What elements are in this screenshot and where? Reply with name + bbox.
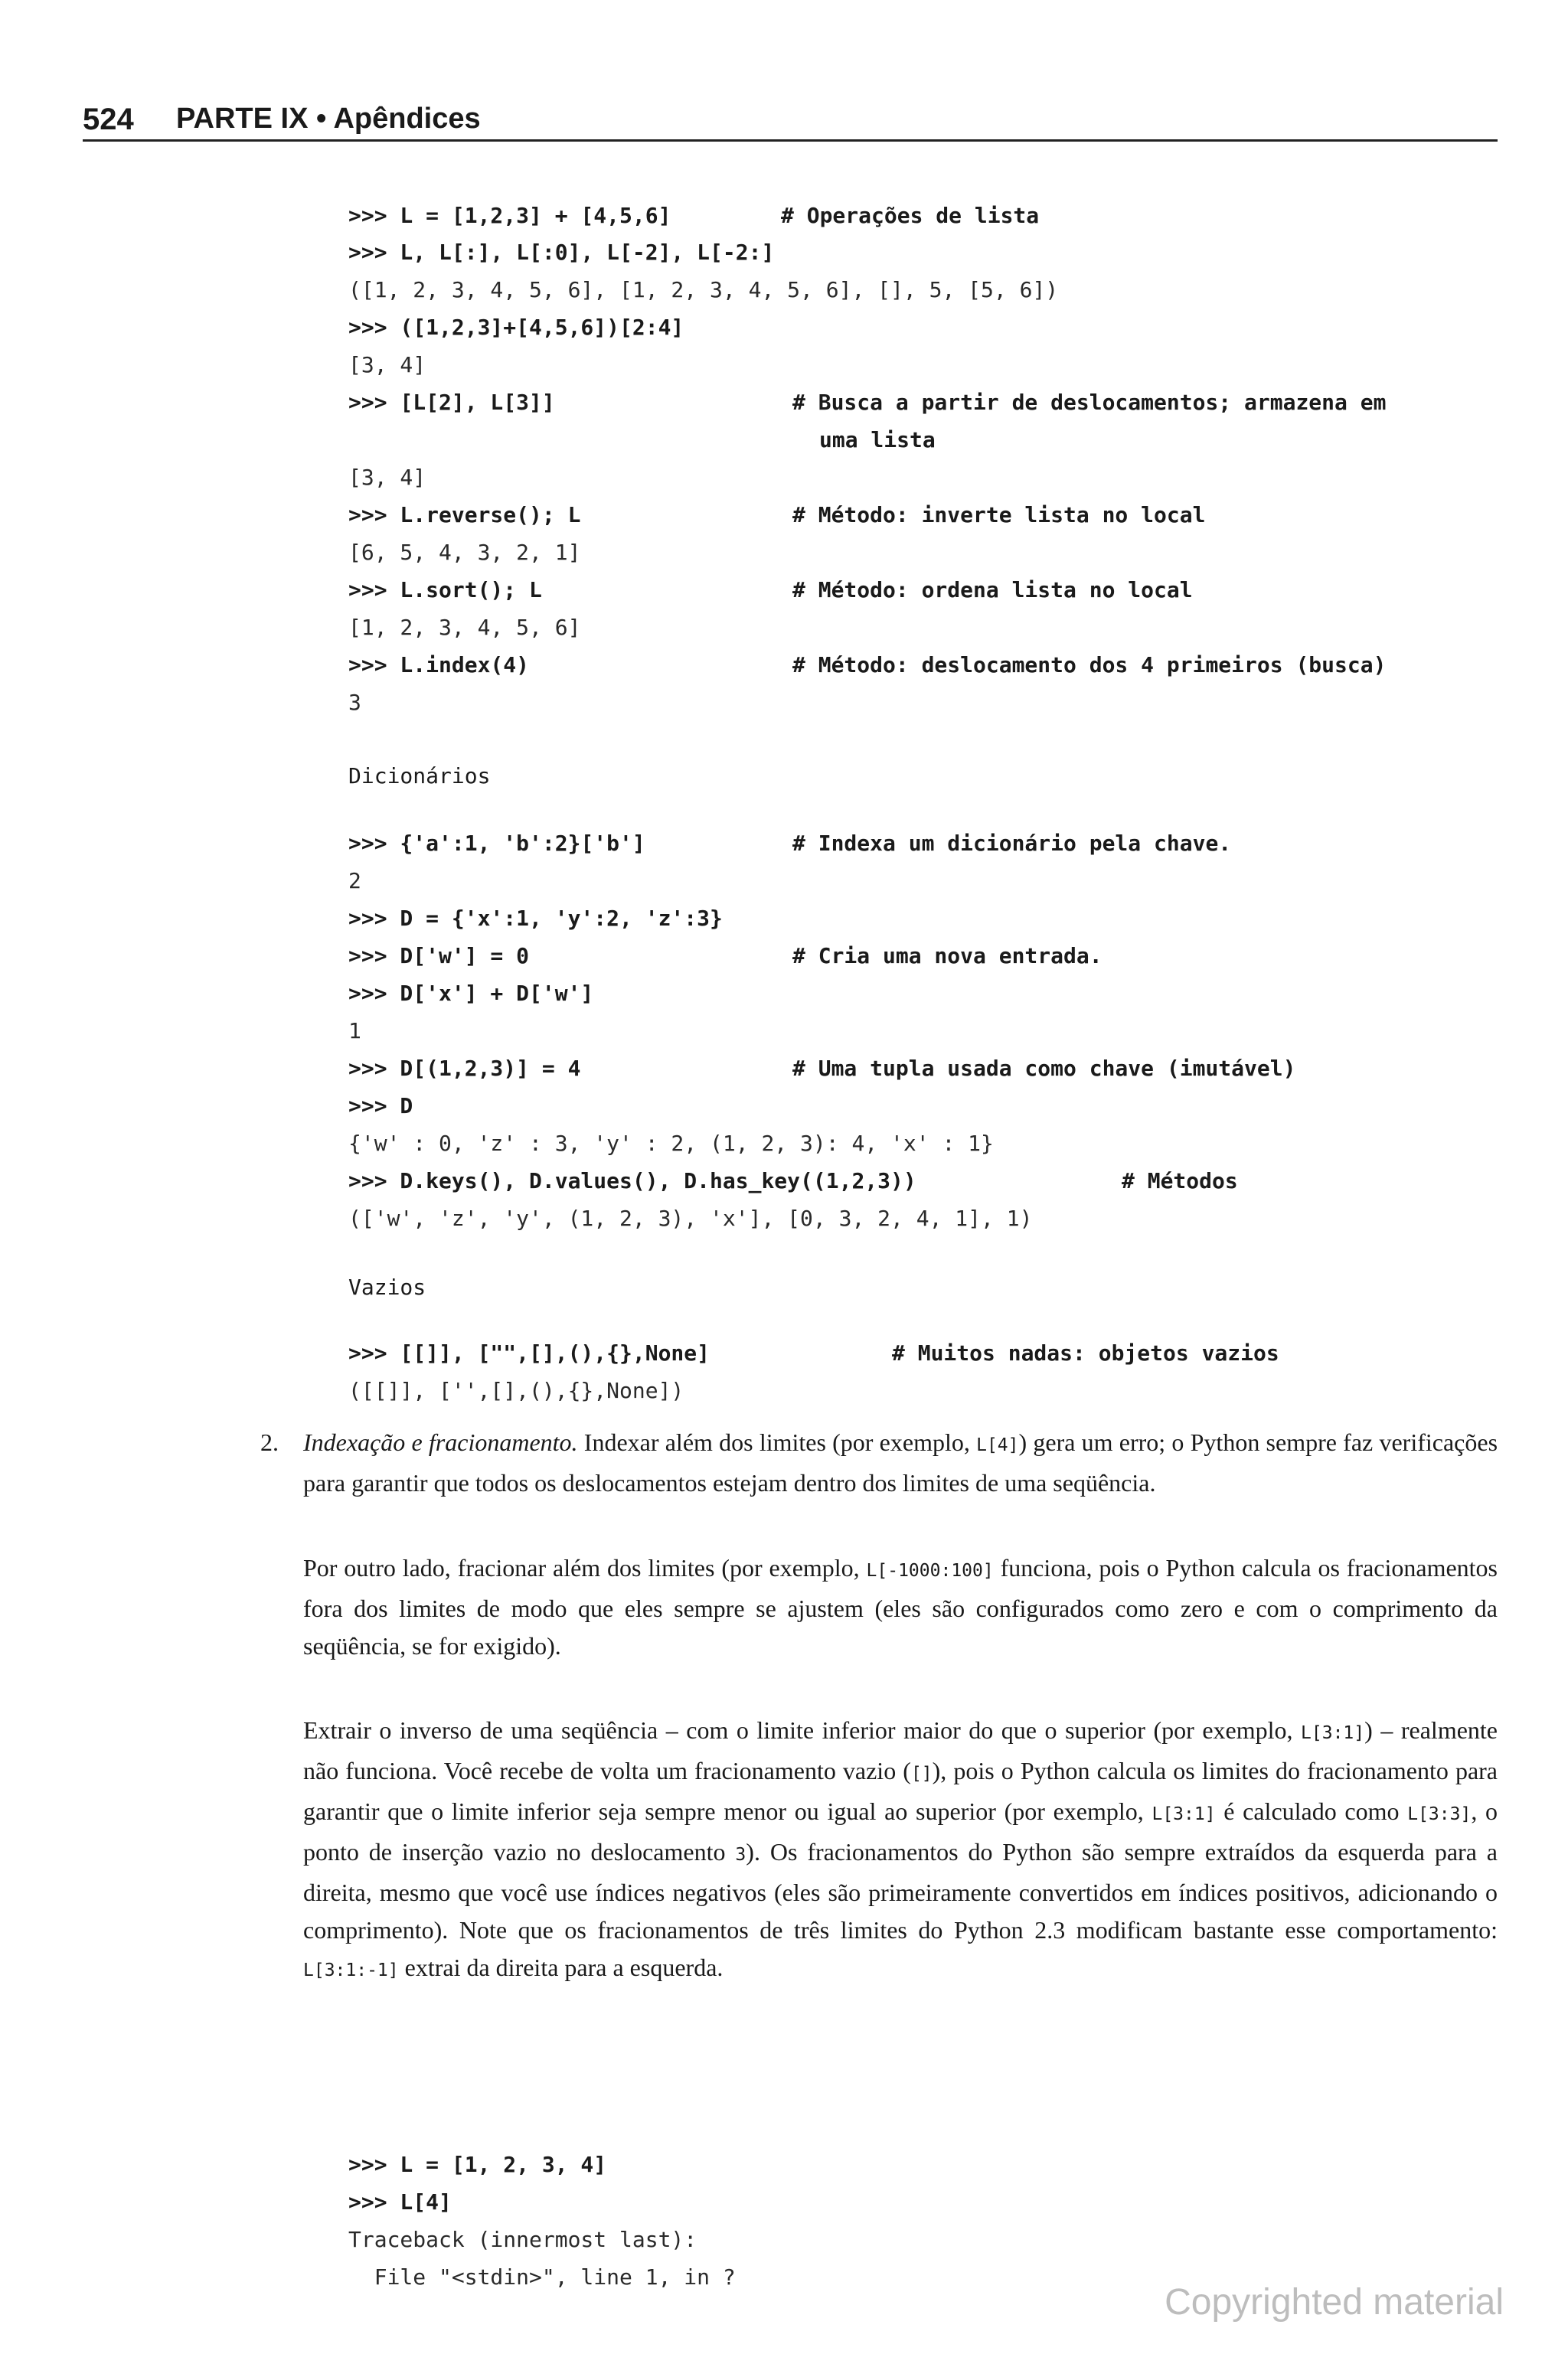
code-comment: # Muitos nadas: objetos vazios bbox=[892, 1340, 1279, 1366]
item-number: 2. bbox=[260, 1428, 279, 1456]
inline-code: L[3:1] bbox=[1301, 1723, 1365, 1743]
page-number: 524 bbox=[83, 103, 134, 136]
code-block-lists bbox=[348, 201, 1512, 715]
header-rule bbox=[83, 139, 1498, 142]
code-output: 1 bbox=[348, 1018, 361, 1043]
code-line: >>> D['x'] + D['w'] bbox=[348, 981, 594, 1006]
code-output: File "<stdin>", line 1, in ? bbox=[348, 2264, 736, 2290]
code-output: Traceback (innermost last): bbox=[348, 2227, 697, 2252]
code-comment: # Indexa um dicionário pela chave. bbox=[792, 831, 1232, 856]
item-2-paragraph-1: 2. Indexação e fracionamento. Indexar além dos limites (por exemplo, L[4]) gera um erro; o Python sempre faz verificações para garantir que todos os deslocamentos estejam dentro dos limites de uma seqüência. bbox=[303, 1424, 1498, 1502]
code-comment: # Método: ordena lista no local bbox=[792, 577, 1193, 602]
code-line: >>> D[(1,2,3)] = 4 bbox=[348, 1056, 581, 1081]
inline-code: L[-1000:100] bbox=[866, 1561, 994, 1581]
inline-code: L[4] bbox=[976, 1435, 1019, 1455]
code-line: >>> L.sort(); L bbox=[348, 577, 542, 602]
inline-code: L[3:3] bbox=[1407, 1804, 1472, 1824]
code-output: [6, 5, 4, 3, 2, 1] bbox=[348, 540, 581, 565]
code-line: >>> [[]], ["",[],(),{},None] bbox=[348, 1340, 710, 1366]
code-line: >>> L = [1,2,3] + [4,5,6] bbox=[348, 203, 671, 228]
code-output: (['w', 'z', 'y', (1, 2, 3), 'x'], [0, 3, 2, 4, 1], 1) bbox=[348, 1206, 1033, 1231]
code-line: >>> [L[2], L[3]] bbox=[348, 390, 555, 415]
inline-code: L[3:1:-1] bbox=[303, 1960, 399, 1980]
code-block-traceback bbox=[348, 2150, 1512, 2290]
code-line: >>> D bbox=[348, 1093, 413, 1118]
code-block-dicts bbox=[348, 828, 1512, 1232]
code-line: >>> ([1,2,3]+[4,5,6])[2:4] bbox=[348, 315, 684, 340]
item-2-paragraph-3: Extrair o inverso de uma seqüência – com o limite inferior maior do que o superior (por exemplo, L[3:1]) – realmente não funciona. Você recebe de volta um fracionamento vazio ([]), pois o Python calcula os limites do fracionamento para garantir que o limite inferior seja sempre menor ou igual ao superior (por exemplo, L[3:1] é calculado como L[3:3], o ponto de inserção vazio no deslocamento 3). Os fracionamentos do Python são sempre extraídos da esquerda para a direita, mesmo que você use índices negativos (eles são primeiramente convertidos em índices positivos, adicionando o comprimento). Note que os fracionamentos de três limites do Python 2.3 modificam bastante esse comportamento: L[3:1:-1] extrai da direita para a esquerda. bbox=[303, 1716, 1498, 1981]
running-title: PARTE IX • Apêndices bbox=[176, 103, 481, 135]
item-2-paragraph-2: Por outro lado, fracionar além dos limites (por exemplo, L[-1000:100] funciona, pois o Python calcula os fracionamentos fora dos limites de modo que eles sempre se ajustem (eles são configurados como zero e com o comprimento da seqüência, se for exigido). bbox=[303, 1554, 1498, 1660]
code-output: [1, 2, 3, 4, 5, 6] bbox=[348, 615, 581, 640]
code-comment: # Método: inverte lista no local bbox=[792, 502, 1206, 527]
code-comment: # Busca a partir de deslocamentos; armazena em bbox=[792, 390, 1387, 415]
code-output: ([1, 2, 3, 4, 5, 6], [1, 2, 3, 4, 5, 6], [], 5, [5, 6]) bbox=[348, 277, 1059, 302]
code-output: [3, 4] bbox=[348, 465, 426, 490]
inline-code: 3 bbox=[735, 1845, 746, 1865]
code-comment-continued: uma lista bbox=[819, 427, 936, 452]
page-header bbox=[83, 98, 1498, 142]
code-comment: # Uma tupla usada como chave (imutável) bbox=[792, 1056, 1296, 1081]
code-line: >>> D['w'] = 0 bbox=[348, 943, 530, 968]
code-line: >>> L.reverse(); L bbox=[348, 502, 581, 527]
code-output: {'w' : 0, 'z' : 3, 'y' : 2, (1, 2, 3): 4, 'x' : 1} bbox=[348, 1131, 994, 1156]
code-line: >>> D.keys(), D.values(), D.has_key((1,2,3)) bbox=[348, 1168, 916, 1193]
inline-code: L[3:1] bbox=[1152, 1804, 1216, 1824]
copyright-watermark: Copyrighted material bbox=[1165, 2282, 1504, 2323]
code-line: >>> {'a':1, 'b':2}['b'] bbox=[348, 831, 645, 856]
inline-code: [] bbox=[910, 1764, 933, 1784]
code-comment: # Métodos bbox=[1122, 1168, 1238, 1193]
code-output: 3 bbox=[348, 690, 361, 715]
code-line: >>> L, L[:], L[:0], L[-2], L[-2:] bbox=[348, 240, 775, 265]
section-label-dicts: Dicionários bbox=[348, 763, 491, 788]
code-comment: # Cria uma nova entrada. bbox=[792, 943, 1102, 968]
code-line: >>> L = [1, 2, 3, 4] bbox=[348, 2152, 607, 2177]
code-line: >>> L[4] bbox=[348, 2189, 452, 2215]
code-comment: # Operações de lista bbox=[781, 203, 1040, 228]
code-comment: # Método: deslocamento dos 4 primeiros (busca) bbox=[792, 652, 1387, 677]
code-line: >>> L.index(4) bbox=[348, 652, 530, 677]
code-output: 2 bbox=[348, 868, 361, 893]
code-output: [3, 4] bbox=[348, 352, 426, 377]
section-label-empty: Vazios bbox=[348, 1275, 426, 1300]
code-line: >>> D = {'x':1, 'y':2, 'z':3} bbox=[348, 906, 723, 931]
code-output: ([[]], ['',[],(),{},None]) bbox=[348, 1378, 684, 1403]
item-lead: Indexação e fracionamento. bbox=[303, 1428, 578, 1456]
